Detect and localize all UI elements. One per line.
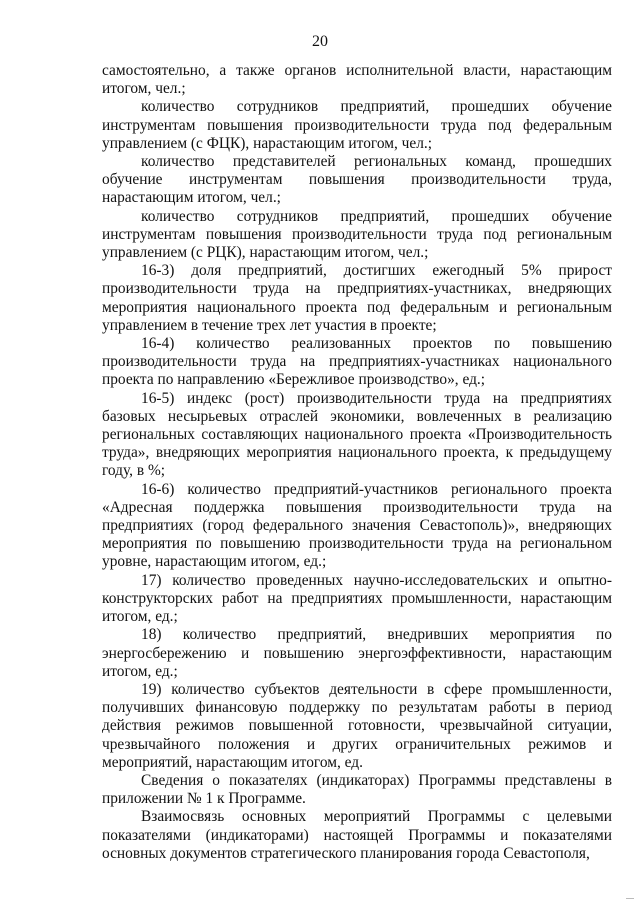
paragraph-7: 16-5) индекс (рост) производительности труда на предприятиях базовых несырьевых отраслей экономики, вовлеченных в реализацию региональных составляющих национального проекта «Производительность труда», внедряющих мероприятия национального проекта, к предыдущему году, в %; bbox=[102, 389, 612, 480]
paragraph-10: 18) количество предприятий, внедривших мероприятия по энергосбережению и повышению энергоэффективности, нарастающим итогом, ед.; bbox=[102, 626, 612, 680]
paragraph-4: количество сотрудников предприятий, прошедших обучение инструментам повышения производительности труда под региональным управлением (с РЦК), нарастающим итогом, чел.; bbox=[102, 207, 612, 262]
page-number: 20 bbox=[312, 33, 328, 50]
paragraph-6: 16-4) количество реализованных проектов по повышению производительности труда на предприятиях-участниках национального проекта по направлению «Бережливое производство», ед.; bbox=[102, 335, 612, 389]
paragraph-2: количество сотрудников предприятий, прошедших обучение инструментам повышения производительности труда под федеральным управлением (с ФЦК), нарастающим итогом, чел.; bbox=[102, 98, 612, 152]
paragraph-12: Сведения о показателях (индикаторах) Программы представлены в приложении № 1 к Программе. bbox=[102, 771, 612, 808]
paragraph-5: 16-3) доля предприятий, достигших ежегодный 5% прирост производительности труда на предприятиях-участниках, внедряющих мероприятия национального проекта под федеральным и региональным управлением в течение трех лет участия в проекте; bbox=[102, 262, 612, 334]
body-text bbox=[102, 62, 612, 863]
paragraph-1: самостоятельно, а также органов исполнительной власти, нарастающим итогом, чел.; bbox=[102, 62, 612, 98]
paragraph-9: 17) количество проведенных научно-исследовательских и опытно-конструкторских работ на предприятиях промышленности, нарастающим итогом, ед.; bbox=[102, 571, 612, 626]
paragraph-8: 16-6) количество предприятий-участников регионального проекта «Адресная поддержка повышения производительности труда на предприятиях (город федерального значения Севастополь)», внедряющих мероприятия по повышению производительности труда на региональном уровне, нарастающим итогом, ед.; bbox=[102, 480, 612, 571]
paragraph-3: количество представителей региональных команд, прошедших обучение инструментам повышения производительности труда, нарастающим итогом, чел.; bbox=[102, 153, 612, 207]
paragraph-11: 19) количество субъектов деятельности в сфере промышленности, получивших финансовую поддержку по результатам работы в период действия режимов повышенной готовности, чрезвычайной ситуации, чрезвычайного положения и других ограничительных режимов и мероприятий, нарастающим итогом, ед. bbox=[102, 680, 612, 771]
paragraph-13: Взаимосвязь основных мероприятий Программы с целевыми показателями (индикаторами) настоящей Программы и показателями основных документов стратегического планирования города Севастополя, bbox=[102, 808, 612, 862]
scan-mark bbox=[626, 898, 634, 899]
